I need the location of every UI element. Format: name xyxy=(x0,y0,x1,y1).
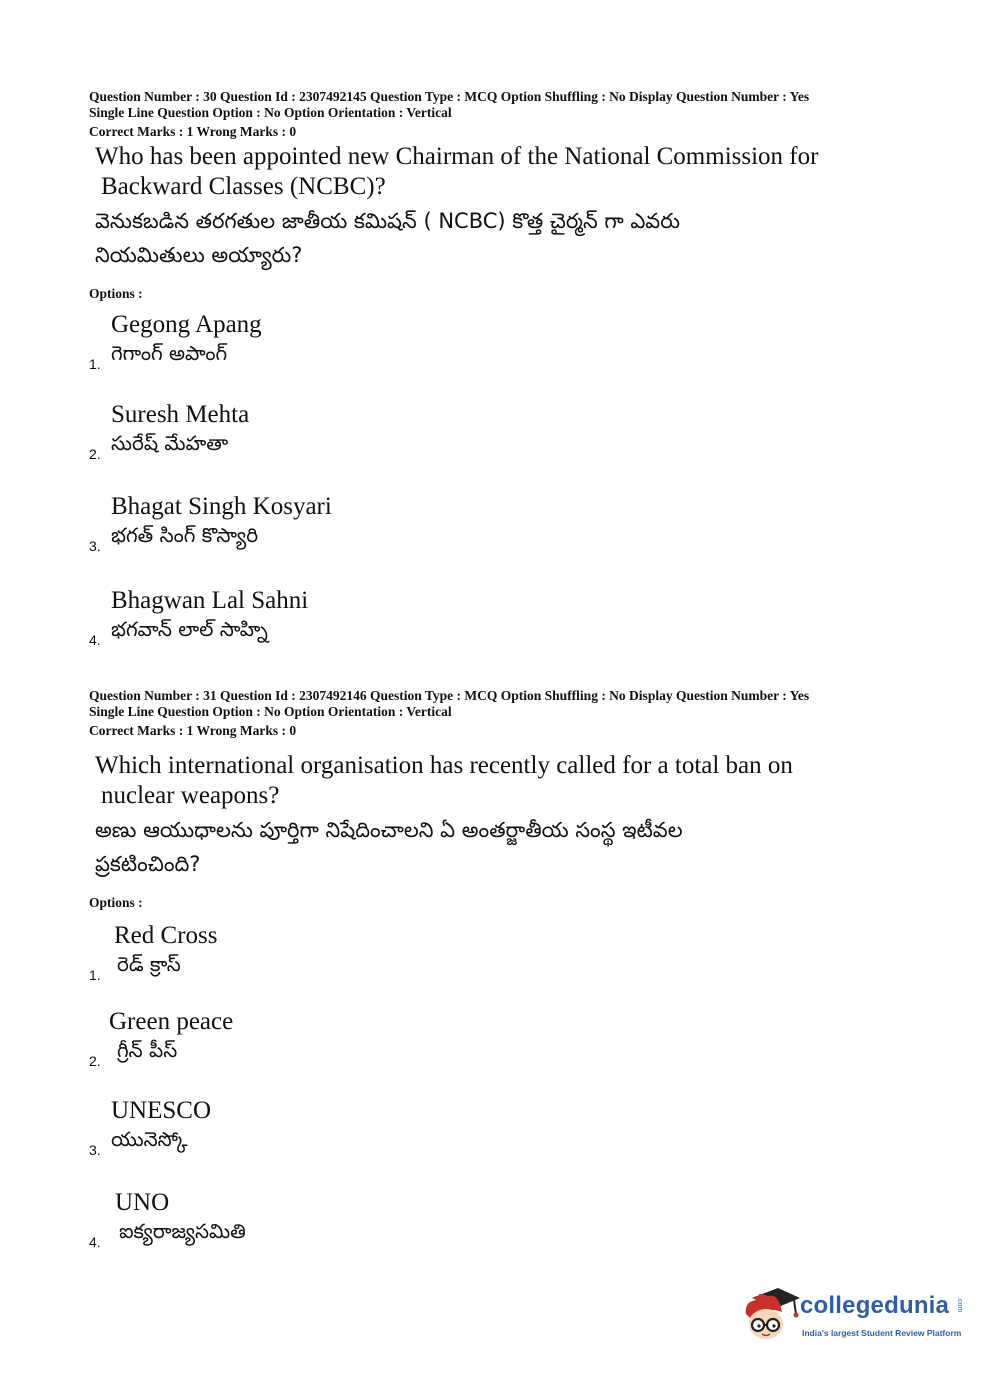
question-text-telugu-line-2: నియమితులు అయ్యారు? xyxy=(95,243,303,267)
option-text-telugu: ఐక్యరాజ్యసమితి xyxy=(119,1219,246,1243)
option-4 xyxy=(89,1188,969,1268)
option-number: 2. xyxy=(89,1053,101,1069)
option-text-english: UNESCO xyxy=(111,1097,212,1124)
option-text-telugu: రెడ్ క్రాస్ xyxy=(117,952,181,976)
option-number: 4. xyxy=(89,1234,101,1250)
option-number: 3. xyxy=(89,538,101,554)
logo-tagline: India's largest Student Review Platform xyxy=(802,1328,962,1338)
options-label: Options : xyxy=(89,286,143,301)
question-text-telugu-line-1: అణు ఆయుధాలను పూర్తిగా నిషేదించాలని ఏ అంతర్జాతీయ సంస్థ ఇటీవల xyxy=(95,818,683,842)
question-text-telugu-line-2: ప్రకటించింది? xyxy=(95,852,201,876)
option-text-telugu: సురేష్ మేహతా xyxy=(111,431,229,455)
question-marks: Correct Marks : 1 Wrong Marks : 0 xyxy=(89,124,297,139)
logo-domain-suffix: .com xyxy=(956,1297,963,1313)
question-meta-line-2: Single Line Question Option : No Option Orientation : Vertical xyxy=(89,105,452,120)
option-text-english: Suresh Mehta xyxy=(111,401,250,428)
question-text-telugu-line-1: వెనుకబడిన తరగతుల జాతీయ కమిషన్ ( NCBC) కొత్త చైర్మన్ గా ఎవరు xyxy=(95,209,680,233)
option-text-telugu: గెగాంగ్ అపాంగ్ xyxy=(111,341,228,365)
option-text-english: Bhagwan Lal Sahni xyxy=(111,587,309,614)
option-2 xyxy=(89,400,969,480)
option-text-english: Green peace xyxy=(109,1008,234,1035)
option-text-english: UNO xyxy=(115,1189,170,1216)
question-text-english-line-2: nuclear weapons? xyxy=(101,782,280,809)
options-label: Options : xyxy=(89,895,143,910)
option-3 xyxy=(89,1096,969,1176)
question-text-english xyxy=(95,142,969,202)
question-meta-line-2: Single Line Question Option : No Option Orientation : Vertical xyxy=(89,704,452,719)
question-text-english-line-2: Backward Classes (NCBC)? xyxy=(101,173,386,200)
question-30 xyxy=(89,89,969,666)
option-3 xyxy=(89,492,969,572)
question-text-telugu xyxy=(95,204,969,272)
option-2 xyxy=(89,1007,969,1087)
option-number: 1. xyxy=(89,356,101,372)
question-text-english-line-1: Which international organisation has recently called for a total ban on xyxy=(95,752,793,779)
option-text-telugu: గ్రీన్ పీస్ xyxy=(117,1038,178,1062)
question-text-telugu xyxy=(95,813,969,881)
question-marks: Correct Marks : 1 Wrong Marks : 0 xyxy=(89,723,297,738)
option-number: 3. xyxy=(89,1142,101,1158)
option-text-english: Bhagat Singh Kosyari xyxy=(111,493,332,520)
option-text-telugu: యునెస్కో xyxy=(111,1127,188,1151)
option-text-english: Red Cross xyxy=(114,922,218,949)
question-text-english xyxy=(95,751,969,811)
collegedunia-logo xyxy=(742,1284,972,1354)
question-meta-line-1: Question Number : 30 Question Id : 2307492145 Question Type : MCQ Option Shuffling : No Display Question Number : Yes xyxy=(89,89,810,104)
option-4 xyxy=(89,586,969,666)
question-meta-line-1: Question Number : 31 Question Id : 2307492146 Question Type : MCQ Option Shuffling : No Display Question Number : Yes xyxy=(89,688,810,703)
option-1 xyxy=(89,310,969,390)
option-text-telugu: భగవాన్ లాల్ సాహ్ని xyxy=(111,617,268,641)
option-text-english: Gegong Apang xyxy=(111,311,262,338)
question-text-english-line-1: Who has been appointed new Chairman of the National Commission for xyxy=(95,143,819,170)
option-number: 2. xyxy=(89,446,101,462)
option-number: 1. xyxy=(89,967,101,983)
mascot-icon xyxy=(742,1284,802,1342)
logo-wordmark: collegedunia xyxy=(800,1292,950,1319)
option-number: 4. xyxy=(89,632,101,648)
question-31 xyxy=(89,688,969,1268)
option-1 xyxy=(89,921,969,1001)
option-text-telugu: భగత్ సింగ్ కొస్యారి xyxy=(111,523,259,547)
